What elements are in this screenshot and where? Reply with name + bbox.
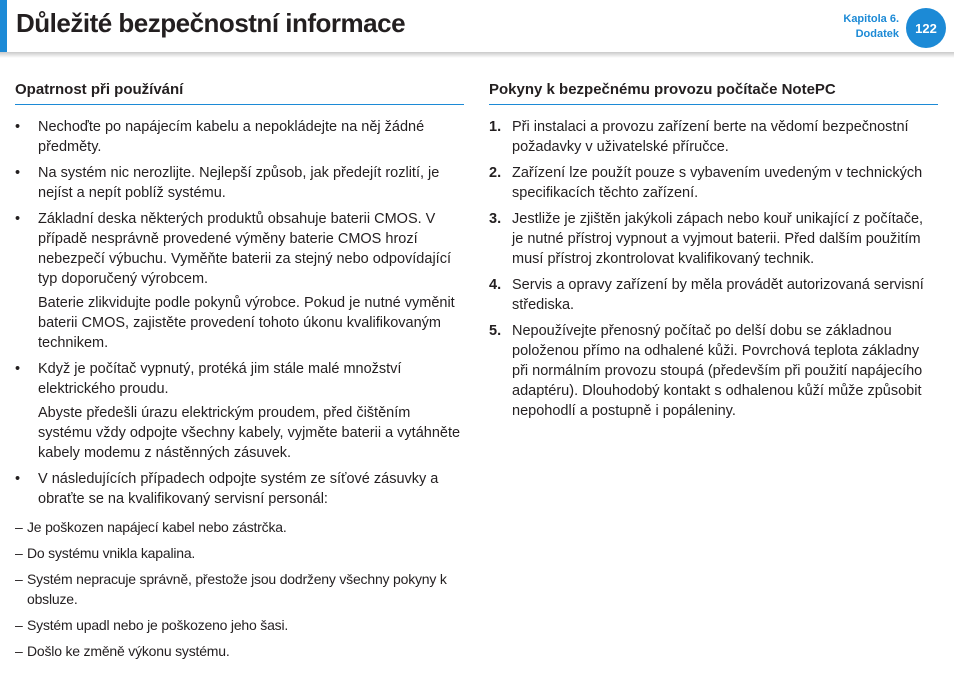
item-number: 2. xyxy=(489,165,502,181)
bullet-icon: • xyxy=(15,165,21,181)
bullet-icon: • xyxy=(15,211,21,227)
right-column xyxy=(489,80,938,427)
list-item xyxy=(15,117,464,157)
service-conditions-list xyxy=(15,517,464,661)
bullet-subparagraph: Baterie zlikvidujte podle pokynů výrobce. Pokud je nutné vyměnit baterii CMOS, zajistěte provedení tohoto úkonu kvalifikovaným technikem. xyxy=(38,295,455,351)
numbered-item xyxy=(489,117,938,157)
bullet-icon: • xyxy=(15,471,21,487)
bullet-icon: • xyxy=(15,361,21,377)
bullet-text: Když je počítač vypnutý, protéká jim stále malé množství elektrického proudu. xyxy=(38,361,402,397)
dash-item: – Systém upadl nebo je poškozeno jeho šasi. xyxy=(15,615,464,635)
section-heading-safe-operation: Pokyny k bezpečnému provozu počítače NotePC xyxy=(489,80,938,105)
list-item xyxy=(15,359,464,463)
chapter-label xyxy=(843,12,899,42)
bullet-text: V následujících případech odpojte systém ze síťové zásuvky a obraťte se na kvalifikovaný servisní personál: xyxy=(38,471,439,507)
dash-item: – Systém nepracuje správně, přestože jsou dodrženy všechny pokyny k obsluze. xyxy=(15,569,464,609)
page-number-badge: 122 xyxy=(906,8,946,48)
caution-bullet-list xyxy=(15,117,464,509)
dash-item: – Do systému vnikla kapalina. xyxy=(15,543,464,563)
list-item xyxy=(15,209,464,353)
chapter-number: Kapitola 6. xyxy=(843,13,899,25)
bullet-icon: • xyxy=(15,119,21,135)
section-heading-usage-caution: Opatrnost při používání xyxy=(15,80,464,105)
page-title: Důležité bezpečnostní informace xyxy=(16,8,406,38)
list-item xyxy=(15,163,464,203)
numbered-item xyxy=(489,209,938,269)
dash-item: – Došlo ke změně výkonu systému. xyxy=(15,641,464,661)
dash-item: – Je poškozen napájecí kabel nebo zástrčka. xyxy=(15,517,464,537)
bullet-text: Na systém nic nerozlijte. Nejlepší způsob, jak předejít rozlití, je nejíst a nepít poblíž systému. xyxy=(38,165,440,201)
item-number: 5. xyxy=(489,323,502,339)
item-number: 1. xyxy=(489,119,502,135)
chapter-name: Dodatek xyxy=(855,28,899,40)
item-text: Jestliže je zjištěn jakýkoli zápach nebo kouř unikající z počítače, je nutné přístroj vypnout a vyjmout baterii. Před dalším použitím musí přístroj zkontrolovat kvalifikovaný technik. xyxy=(512,211,924,267)
header-accent-bar xyxy=(0,0,7,52)
bullet-text: Nechoďte po napájecím kabelu a nepokládejte na něj žádné předměty. xyxy=(38,119,425,155)
item-number: 4. xyxy=(489,277,502,293)
numbered-item xyxy=(489,321,938,421)
numbered-item xyxy=(489,275,938,315)
bullet-text: Základní deska některých produktů obsahuje baterii CMOS. V případě nesprávně provedené výměny baterie CMOS hrozí nebezpečí výbuchu. Vyměňte baterii za stejný nebo odpovídající typ doporučený výrobcem. xyxy=(38,211,451,287)
bullet-subparagraph: Abyste předešli úrazu elektrickým proudem, před čištěním systému vždy odpojte všechny kabely, vyjměte baterii a vytáhněte kabely modemu z nástěnných zásuvek. xyxy=(38,405,461,461)
left-column xyxy=(15,80,464,667)
item-text: Při instalaci a provozu zařízení berte na vědomí bezpečnostní požadavky v uživatelské příručce. xyxy=(512,119,909,155)
header-divider xyxy=(0,52,954,58)
item-text: Servis a opravy zařízení by měla provádět autorizovaná servisní střediska. xyxy=(512,277,924,313)
numbered-item xyxy=(489,163,938,203)
item-text: Zařízení lze použít pouze s vybavením uvedeným v technických specifikacích těchto zařízení. xyxy=(512,165,923,201)
list-item xyxy=(15,469,464,509)
safety-numbered-list xyxy=(489,117,938,421)
item-number: 3. xyxy=(489,211,502,227)
item-text: Nepoužívejte přenosný počítač po delší dobu se základnou položenou přímo na odhalené kůži. Povrchová teplota základny při normálním provozu stoupá (především při použití napájecího adaptéru). Dlouhodobý kontakt s odhalenou kůží může způsobit nepohodlí a postupně i popáleniny. xyxy=(512,323,923,419)
